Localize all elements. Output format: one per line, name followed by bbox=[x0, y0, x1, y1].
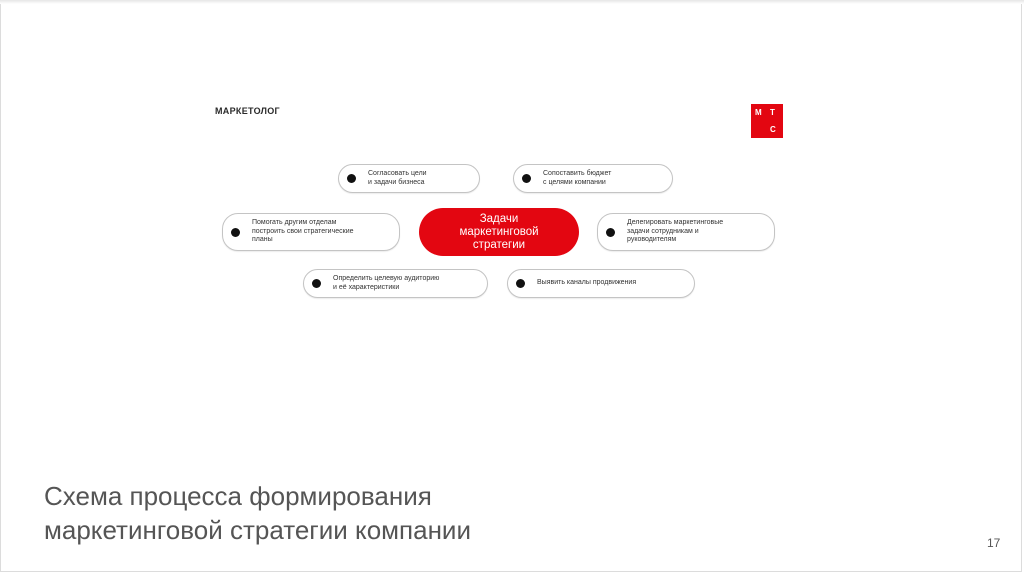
task-node-target-audience bbox=[303, 269, 488, 298]
center-node bbox=[419, 208, 579, 256]
slide-title: Схема процесса формирования маркетинговой стратегии компании bbox=[44, 481, 471, 545]
task-node-align-goals bbox=[338, 164, 480, 193]
task-node-delegate bbox=[597, 213, 775, 251]
logo-letter-s: С bbox=[770, 125, 776, 134]
role-label: МАРКЕТОЛОГ bbox=[215, 106, 280, 116]
bullet-dot-icon bbox=[231, 228, 240, 237]
task-node-help-departments bbox=[222, 213, 400, 251]
bullet-dot-icon bbox=[522, 174, 531, 183]
task-text: Определить целевую аудиторию и её характеристики bbox=[333, 275, 440, 291]
task-text: Выявить каналы продвижения bbox=[537, 279, 637, 287]
logo-letter-m: М bbox=[755, 108, 762, 117]
page-number: 17 bbox=[987, 536, 1001, 550]
task-node-match-budget bbox=[513, 164, 673, 193]
center-node-text: Задачи маркетинговой стратегии bbox=[459, 212, 539, 251]
bullet-dot-icon bbox=[516, 279, 525, 288]
task-node-promotion-channels bbox=[507, 269, 695, 298]
task-text: Согласовать цели и задачи бизнеса bbox=[368, 170, 427, 186]
task-text: Сопоставить бюджет с целями компании bbox=[543, 170, 612, 186]
bullet-dot-icon bbox=[606, 228, 615, 237]
logo-letter-t: Т bbox=[770, 108, 775, 117]
mts-logo bbox=[751, 104, 783, 138]
bullet-dot-icon bbox=[347, 174, 356, 183]
task-text: Помогать другим отделам построить свои стратегические планы bbox=[252, 219, 354, 244]
bullet-dot-icon bbox=[312, 279, 321, 288]
top-shadow bbox=[0, 0, 1024, 4]
task-text: Делегировать маркетинговые задачи сотрудникам и руководителям bbox=[627, 219, 724, 244]
